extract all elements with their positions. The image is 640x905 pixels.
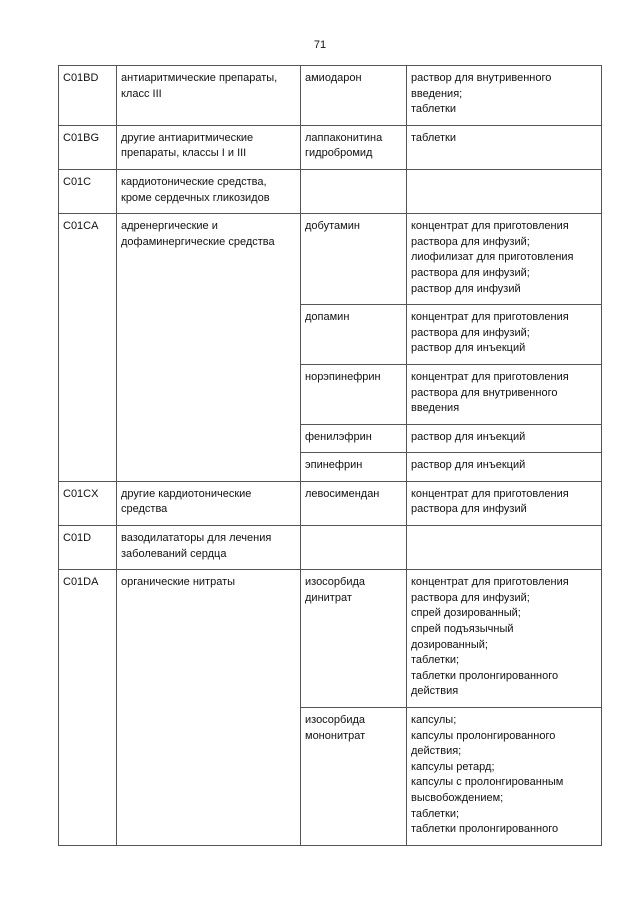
group-name-line: кроме сердечных гликозидов [121, 191, 270, 204]
atc-code-cell [59, 570, 117, 846]
atc-code: C01CX [63, 487, 99, 500]
dosage-form-line: таблетки; [411, 807, 460, 820]
dosage-form-line: раствора для внутривенного [411, 386, 558, 399]
dosage-form-line: таблетки [411, 131, 457, 144]
drug-name-line: левосимендан [305, 487, 380, 500]
atc-code-cell [59, 66, 117, 126]
dosage-form-line: концентрат для приготовления [411, 487, 569, 500]
drug-name-line: фенилэфрин [305, 430, 372, 443]
group-name-cell [117, 66, 301, 126]
drug-table [58, 65, 602, 846]
table-row [59, 214, 602, 305]
group-name-line: дофаминергические средства [121, 235, 275, 248]
dosage-form-cell [407, 305, 602, 365]
drug-name-cell [301, 453, 407, 482]
atc-code: C01BG [63, 131, 100, 144]
dosage-form-line: капсулы с пролонгированным [411, 776, 564, 789]
dosage-form-cell [407, 214, 602, 305]
group-name-cell [117, 214, 301, 482]
group-name-line: препараты, классы I и III [121, 147, 247, 160]
drug-name-line: добутамин [305, 220, 360, 233]
dosage-form-line: спрей дозированный; [411, 607, 521, 620]
atc-code-cell [59, 481, 117, 525]
drug-name-line: амиодарон [305, 72, 362, 84]
drug-name-cell [301, 305, 407, 365]
dosage-form-cell [407, 66, 602, 126]
dosage-form-line: раствор для инъекций [411, 430, 526, 443]
drug-name-cell [301, 708, 407, 846]
group-name-line: средства [121, 503, 168, 516]
group-name-line: органические нитраты [121, 576, 236, 589]
group-name-line: кардиотонические средства, [121, 175, 267, 188]
dosage-form-line: раствора для инфузий; [411, 326, 530, 339]
dosage-form-line: таблетки; [411, 654, 460, 667]
group-name-line: другие кардиотонические [121, 487, 252, 500]
dosage-form-line: раствора для инфузий; [411, 266, 530, 279]
dosage-form-cell [407, 481, 602, 525]
drug-name-cell [301, 125, 407, 169]
dosage-form-cell [407, 570, 602, 708]
atc-code-cell [59, 214, 117, 482]
table-row [59, 570, 602, 708]
group-name-line: заболеваний сердца [121, 547, 227, 560]
dosage-form-line: концентрат для приготовления [411, 576, 569, 589]
dosage-form-line: таблетки пролонгированного [411, 669, 559, 682]
dosage-form-cell [407, 526, 602, 570]
dosage-form-cell [407, 125, 602, 169]
drug-name-line: норэпинефрин [305, 370, 381, 383]
drug-name-cell [301, 214, 407, 305]
atc-code: C01DA [63, 576, 99, 589]
atc-code: C01BD [63, 72, 99, 84]
dosage-form-line: дозированный; [411, 638, 488, 651]
group-name-line: вазодилататоры для лечения [121, 532, 272, 545]
group-name-line: класс III [121, 87, 162, 100]
dosage-form-line: высвобождением; [411, 791, 504, 804]
dosage-form-line: раствор для инъекций [411, 342, 526, 355]
dosage-form-line: раствор для внутривенного [411, 72, 552, 84]
dosage-form-line: концентрат для приготовления [411, 311, 569, 324]
group-name-cell [117, 125, 301, 169]
page-number: 71 [313, 39, 327, 51]
drug-name-line: допамин [305, 311, 350, 324]
drug-name-line: лаппаконитина [305, 131, 383, 144]
dosage-form-line: действия; [411, 745, 462, 758]
group-name-cell [117, 526, 301, 570]
drug-name-cell [301, 526, 407, 570]
group-name-cell [117, 169, 301, 213]
dosage-form-cell [407, 708, 602, 846]
dosage-form-line: капсулы пролонгированного [411, 729, 556, 742]
dosage-form-line: таблетки [411, 103, 457, 116]
drug-name-cell [301, 570, 407, 708]
dosage-form-cell [407, 169, 602, 213]
drug-name-line: изосорбида [305, 714, 366, 726]
dosage-form-line: раствора для инфузий; [411, 235, 530, 248]
table-row [59, 125, 602, 169]
drug-name-cell [301, 481, 407, 525]
atc-code-cell [59, 169, 117, 213]
table-row [59, 526, 602, 570]
atc-code: C01C [63, 175, 92, 188]
dosage-form-line: введения; [411, 87, 463, 100]
drug-name-cell [301, 364, 407, 424]
drug-name-line: мононитрат [305, 729, 366, 742]
group-name-cell [117, 570, 301, 846]
dosage-form-line: действия [411, 685, 459, 698]
drug-name-cell [301, 169, 407, 213]
dosage-form-line: спрей подъязычный [411, 623, 514, 636]
dosage-form-cell [407, 453, 602, 482]
dosage-form-line: раствор для инъекций [411, 459, 526, 472]
atc-code-cell [59, 125, 117, 169]
table-row [59, 169, 602, 213]
dosage-form-cell [407, 364, 602, 424]
dosage-form-line: концентрат для приготовления [411, 220, 569, 233]
dosage-form-line: раствора для инфузий; [411, 591, 530, 604]
dosage-form-line: капсулы ретард; [411, 760, 495, 773]
group-name-cell [117, 481, 301, 525]
drug-name-line: изосорбида [305, 576, 366, 589]
dosage-form-line: таблетки пролонгированного [411, 823, 559, 836]
group-name-line: другие антиаритмические [121, 131, 254, 144]
group-name-line: антиаритмические препараты, [121, 72, 278, 84]
atc-code: C01D [63, 532, 92, 545]
drug-name-line: эпинефрин [305, 459, 363, 472]
drug-name-cell [301, 66, 407, 126]
drug-name-line: гидробромид [305, 147, 373, 160]
table-row [59, 481, 602, 525]
dosage-form-line: раствор для инфузий [411, 282, 521, 295]
dosage-form-line: концентрат для приготовления [411, 370, 569, 383]
table-row [59, 66, 602, 126]
dosage-form-line: капсулы; [411, 714, 457, 726]
dosage-form-line: введения [411, 402, 460, 415]
drug-name-cell [301, 424, 407, 453]
dosage-form-line: лиофилизат для приготовления [411, 251, 574, 264]
drug-table-body [59, 66, 602, 846]
atc-code: C01CA [63, 220, 99, 233]
dosage-form-cell [407, 424, 602, 453]
dosage-form-line: раствора для инфузий [411, 503, 527, 516]
atc-code-cell [59, 526, 117, 570]
drug-name-line: динитрат [305, 591, 352, 604]
group-name-line: адренергические и [121, 220, 218, 233]
